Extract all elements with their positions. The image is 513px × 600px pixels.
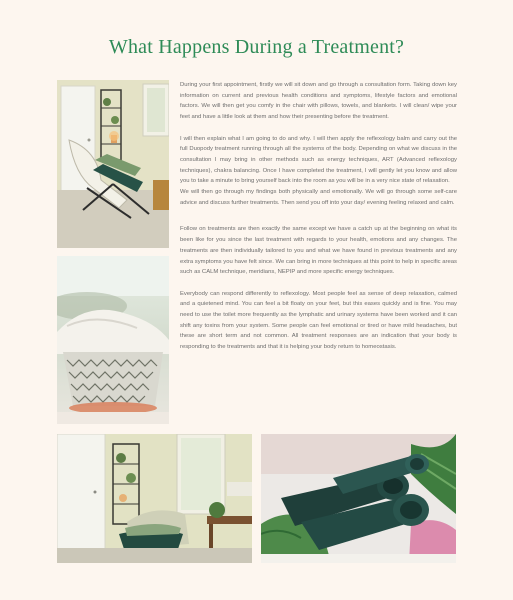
paragraph-first-appointment: During your first appointment, firstly we will sit down and go through a consultation form. Taking down key information on current and previous health conditions and symptoms, lifestyle factors and emotional factors. We will then get you comfy in the chair with pillows, towels, and blankets. I will clean/ wipe your feet and have a little look at them and how their presenting before the treatment. (180, 82, 457, 121)
paragraph-responses: Everybody can respond differently to reflexology. Most people feel as sense of deep relaxation, calmed and a quietened mind. You can feel a bit floaty on your feet, but this eases quickly and is fine. You may need to use the toilet more frequently as the lymphatic and urinary systems have been worked and it can shift any toxins from your system. Some people can feel emotional or tired or have mild headaches, but these are short term and not common. All treatment responses are an indication that your body is responding to the treatments and that it is helping your body return to homeostasis. (180, 290, 457, 351)
treatment-description (180, 80, 457, 364)
paragraph-treatment-process: I will then explain what I am going to do and why. I will then apply the reflexology balm and carry out the full Duopody treatment running through all the systems of the body. Depending on what we discuss in the consultation I may bring in other methods such as energy techniques, ART (Advanced reflexology techniques), chakra balancing. Once I have completed the treatment, I will gently let you know and allow you to take a minute to bring yourself back into the room as you will be in a very nice state of relaxation. (180, 135, 457, 185)
treatment-room-photo (57, 434, 252, 563)
paragraph-follow-on-treatments: Follow on treatments are then exactly the same except we have a catch up at the beginning on what its been like for you since the last treatment with regards to your health, emotions and any changes. The treatments are then individually tailored to you and what we have found in previous treatments and any extra symptoms you have felt since. We can bring in more techniques at this point to help in specific areas such as CALM technique, meridians, NEPIP and more specific energy techniques. (180, 226, 457, 276)
towel-basket-photo (57, 256, 169, 424)
treatment-chair-photo (57, 80, 169, 248)
rolled-towels-photo (261, 434, 456, 563)
page-title: What Happens During a Treatment? (108, 36, 405, 58)
paragraph-findings: We will then go through my findings both physically and emotionally. We will go through some self-care advice and discuss further treatments. Then send you off into your day/ evening feeling relaxed and calm. (180, 189, 457, 206)
